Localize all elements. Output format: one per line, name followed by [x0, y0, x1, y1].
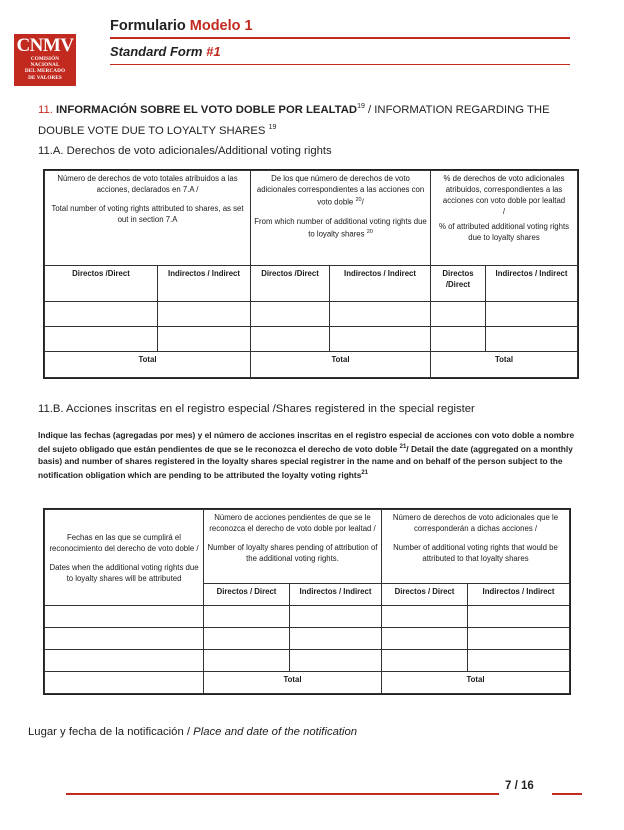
form-title-red: Modelo 1 — [189, 18, 253, 34]
col-direct: Directos / Direct — [204, 584, 290, 606]
header-percent-voting-rights — [431, 171, 578, 266]
input-cell[interactable] — [204, 606, 290, 628]
input-cell[interactable] — [204, 650, 290, 672]
input-cell[interactable] — [251, 327, 330, 352]
instructions-en: / Detail the date (aggregated on a monthly basis) and number of shares registered in the loyalty shares special registrer in the name and on behalf of the person subject to the notification obligation which are pending to be attributed the loyalty voting rights — [38, 443, 573, 480]
logo-sub-text-1: COMISIÓN — [30, 56, 60, 62]
input-cell[interactable] — [251, 302, 330, 327]
input-cell[interactable] — [290, 628, 382, 650]
input-cell[interactable] — [45, 628, 204, 650]
total-label[interactable]: Total — [431, 352, 578, 378]
header-total-voting-rights — [45, 171, 251, 266]
header-separator: / — [502, 207, 506, 216]
input-cell[interactable] — [290, 650, 382, 672]
input-cell[interactable] — [45, 302, 158, 327]
col-indirect: Indirectos / Indirect — [330, 266, 431, 302]
input-cell[interactable] — [486, 302, 578, 327]
input-cell[interactable] — [45, 650, 204, 672]
col-direct: Directos / Direct — [382, 584, 468, 606]
header-text-es — [254, 173, 427, 208]
total-label[interactable]: Total — [204, 672, 382, 694]
input-cell[interactable] — [45, 606, 204, 628]
header-divider-top — [110, 37, 570, 39]
input-cell[interactable] — [431, 302, 486, 327]
header-pending-shares — [204, 510, 382, 584]
col-direct: Directos /Direct — [251, 266, 330, 302]
input-cell[interactable] — [468, 628, 570, 650]
section-number: 11. — [38, 103, 53, 116]
form-title — [110, 18, 253, 34]
cnmv-logo — [14, 34, 76, 86]
col-indirect: Indirectos / Indirect — [158, 266, 251, 302]
input-cell[interactable] — [290, 606, 382, 628]
footnote-ref: 19 — [357, 103, 365, 110]
section-title-bold: INFORMACIÓN SOBRE EL VOTO DOBLE POR LEALTAD — [56, 103, 358, 116]
header-text-en: Number of loyalty shares pending of attribution of the additional voting rights. — [207, 543, 378, 563]
table-row — [45, 327, 578, 352]
total-label[interactable]: Total — [382, 672, 570, 694]
instructions-es: Indique las fechas (agregadas por mes) y el número de acciones inscritas en el registro especial de acciones con voto doble a nombre del sujeto obligado que están pendientes de que se le reconozca el derecho de voto doble — [38, 430, 575, 454]
header-text-en: Number of additional voting rights that would be attributed to that loyalty shares — [393, 543, 558, 563]
table-row — [45, 628, 570, 650]
footnote-ref: 20 — [366, 228, 373, 235]
header-text-en: Total number of voting rights attributed to shares, as set out in section 7.A — [51, 204, 244, 224]
footnote-ref: 19 — [268, 123, 277, 131]
col-direct-line2: /Direct — [445, 280, 471, 289]
header-dates — [45, 510, 204, 606]
header-additional-voting-rights — [251, 171, 431, 266]
col-indirect: Indirectos / Indirect — [290, 584, 382, 606]
total-row — [45, 352, 578, 378]
col-direct: Directos /Direct — [45, 266, 158, 302]
header-text-en: Dates when the additional voting rights due to loyalty shares will be attributed — [49, 562, 199, 583]
input-cell[interactable] — [330, 302, 431, 327]
section-11-title — [38, 98, 583, 140]
header-text-es-main: De los que número de derechos de voto adicionales correspondientes a las acciones con voto doble — [256, 174, 425, 207]
header-text-es: % de derechos de voto adicionales atribuidos, correspondientes a las acciones con voto doble por lealtad — [442, 174, 566, 205]
table-row — [45, 650, 570, 672]
logo-sub-text-2: NACIONAL — [30, 62, 60, 69]
form-subtitle — [110, 44, 221, 59]
form-subtitle-red: #1 — [206, 44, 221, 59]
table-row — [45, 302, 578, 327]
header-text-en-main: From which number of additional voting rights due to loyalty shares — [254, 216, 427, 239]
special-register-table — [44, 509, 570, 694]
header-text-es: Número de acciones pendientes de que se le reconozca el derecho de voto doble por lealtad / — [209, 513, 376, 533]
input-cell[interactable] — [158, 302, 251, 327]
input-cell[interactable] — [382, 628, 468, 650]
footnote-ref: 20 — [355, 197, 362, 203]
input-cell[interactable] — [431, 327, 486, 352]
input-cell[interactable] — [45, 327, 158, 352]
footnote-ref: 21 — [361, 469, 369, 476]
header-divider-bottom — [110, 64, 570, 65]
section-11b-title: 11.B. Acciones inscritas en el registro especial /Shares registered in the special register — [38, 403, 475, 415]
logo-sub-text-4: DE VALORES — [28, 74, 62, 81]
footnote-ref: 21 — [399, 444, 407, 450]
form-subtitle-black: Standard Form — [110, 44, 203, 59]
logo-sub-text-3: DEL MERCADO — [24, 68, 66, 75]
place-date-es: Lugar y fecha de la notificación / — [28, 726, 194, 738]
section-11a-title: 11.A. Derechos de voto adicionales/Additional voting rights — [38, 145, 332, 157]
section-title-rest: / INFORMATION REGARDING THE DOUBLE VOTE DUE TO LOYALTY SHARES — [38, 103, 550, 137]
total-label[interactable]: Total — [251, 352, 431, 378]
input-cell[interactable] — [158, 327, 251, 352]
footer-divider-right — [552, 793, 582, 795]
logo-main-text: CNMV — [16, 35, 74, 56]
input-cell[interactable] — [382, 650, 468, 672]
header-text-en: % of attributed additional voting rights due to loyalty shares — [439, 222, 570, 242]
input-cell[interactable] — [382, 606, 468, 628]
col-indirect: Indirectos / Indirect — [486, 266, 578, 302]
header-additional-rights — [382, 510, 570, 584]
place-and-date-label — [28, 726, 357, 738]
col-indirect: Indirectos / Indirect — [468, 584, 570, 606]
input-cell[interactable] — [45, 672, 204, 694]
input-cell[interactable] — [468, 606, 570, 628]
header-text-en — [254, 216, 427, 240]
col-direct-line1: Directos — [442, 269, 474, 278]
input-cell[interactable] — [486, 327, 578, 352]
form-title-black: Formulario — [110, 18, 186, 34]
input-cell[interactable] — [204, 628, 290, 650]
table-row — [45, 606, 570, 628]
place-date-en: Place and date of the notification — [193, 726, 358, 738]
total-label[interactable]: Total — [45, 352, 251, 378]
header-text-es-tail: / — [361, 197, 364, 207]
header-text-es: Número de derechos de voto totales atribuidos a las acciones, declarados en 7.A / — [57, 174, 238, 194]
header-text-es: Número de derechos de voto adicionales que le corresponderán a dichas acciones / — [392, 513, 559, 533]
input-cell[interactable] — [330, 327, 431, 352]
total-row — [45, 672, 570, 694]
header-text-es: Fechas en las que se cumplirá el reconocimiento del derecho de voto doble / — [49, 532, 199, 553]
additional-voting-rights-table — [44, 170, 578, 378]
section-11b-instructions — [38, 429, 578, 481]
page-number: 7 / 16 — [505, 780, 534, 792]
input-cell[interactable] — [468, 650, 570, 672]
footer-divider-left — [66, 793, 499, 795]
col-direct — [431, 266, 486, 302]
